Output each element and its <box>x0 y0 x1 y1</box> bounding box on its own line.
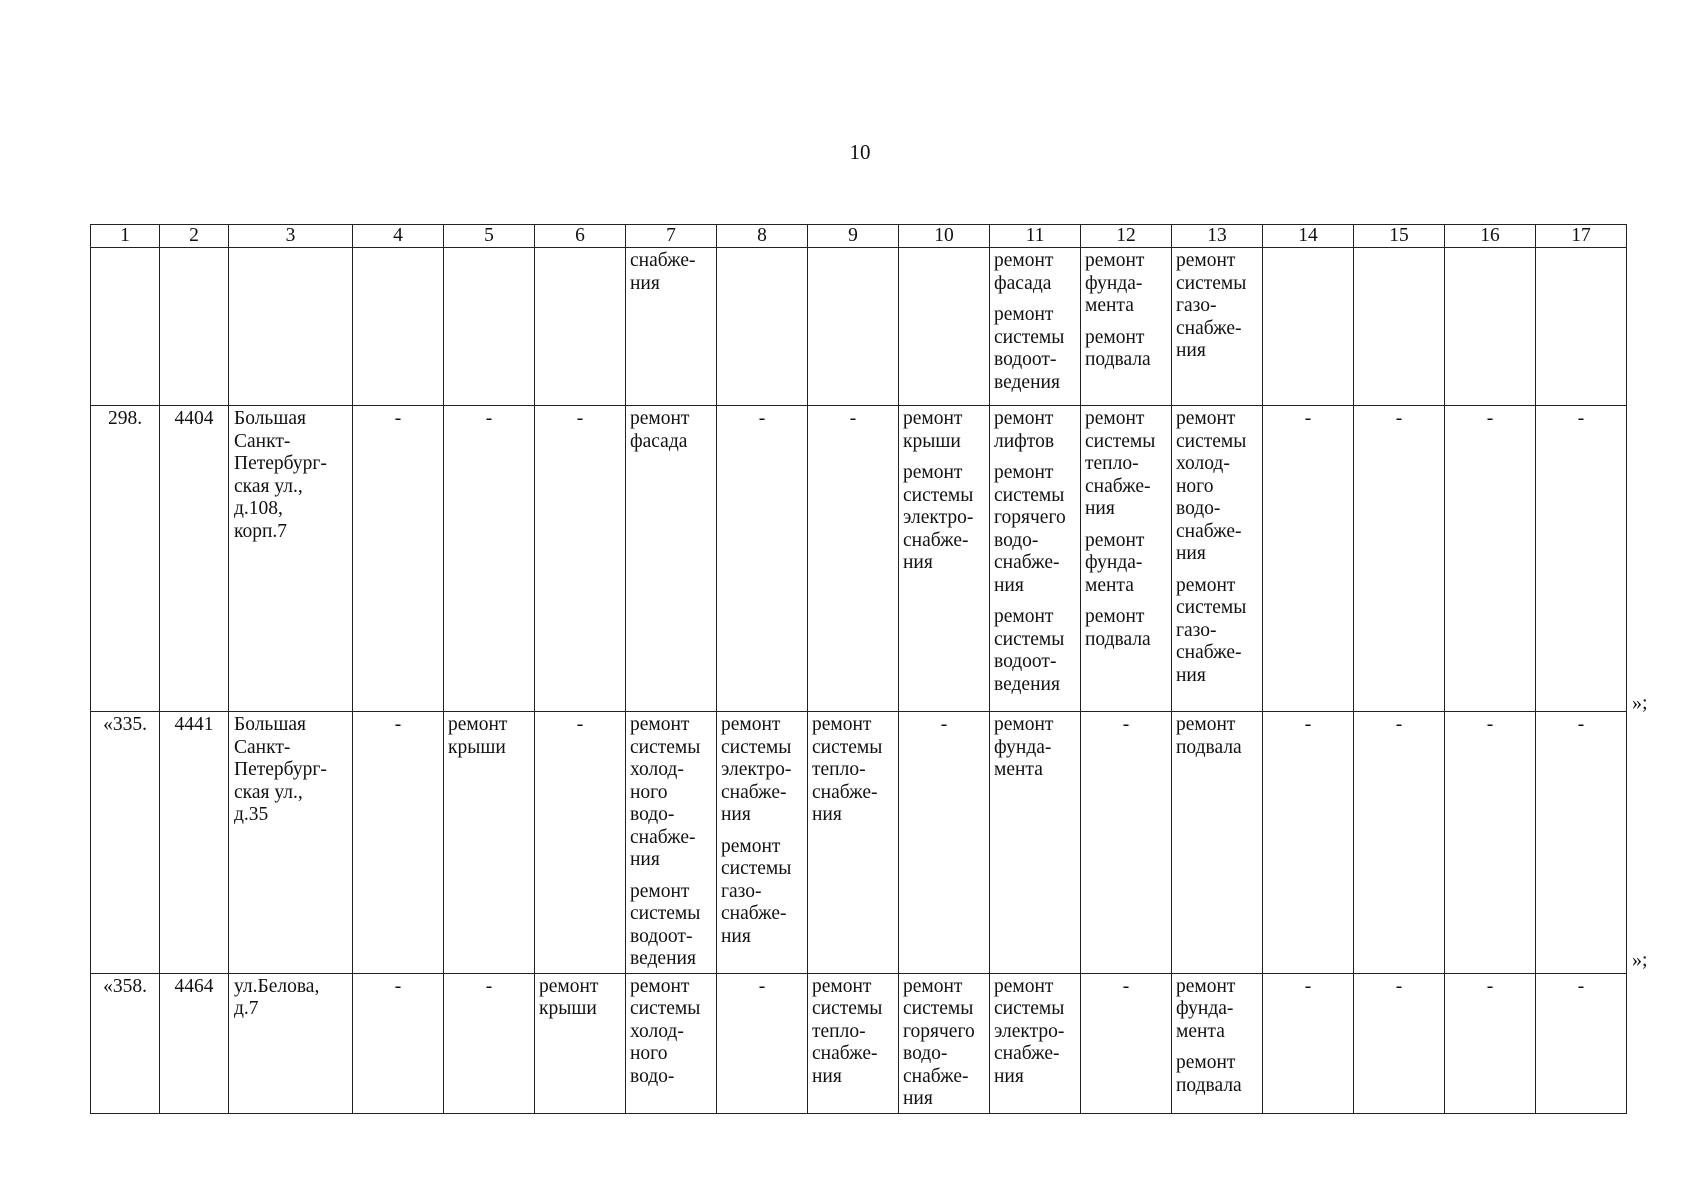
cell-entry: ремонт крыши <box>903 408 963 452</box>
column-header-10: 10 <box>899 225 990 248</box>
table-cell <box>229 712 353 974</box>
table-cell <box>1081 406 1172 712</box>
table-cell <box>1172 248 1263 406</box>
table-cell <box>229 973 353 1113</box>
table-cell <box>1172 712 1263 974</box>
cell-entry: ремонт системы тепло- снабже- ния <box>812 714 883 825</box>
empty-dash: - <box>394 408 402 429</box>
empty-dash: - <box>758 975 766 997</box>
empty-dash: - <box>394 975 402 997</box>
table-cell <box>1445 712 1536 974</box>
cell-entry: 4441 <box>174 714 214 735</box>
cell-entry: Большая Санкт- Петербург- ская ул., д.108, корп.7 <box>234 408 327 542</box>
column-header-15: 15 <box>1354 225 1445 248</box>
cell-entry: ремонт фунда- мента <box>1085 529 1145 596</box>
column-header-6: 6 <box>535 225 626 248</box>
column-header-7: 7 <box>626 225 717 248</box>
table-cell <box>1445 248 1536 406</box>
cell-entry: ремонт системы водоот- ведения <box>994 606 1065 695</box>
column-header-9: 9 <box>808 225 899 248</box>
table-cell <box>1445 406 1536 712</box>
table-cell <box>91 248 160 406</box>
empty-dash: - <box>849 408 857 429</box>
table-cell <box>535 248 626 406</box>
table-cell <box>808 248 899 406</box>
table-cell <box>1081 248 1172 406</box>
column-header-14: 14 <box>1263 225 1354 248</box>
cell-entry: ремонт системы газо- снабже- ния <box>721 835 792 947</box>
table-cell <box>353 712 444 974</box>
table-cell <box>626 973 717 1113</box>
column-header-17: 17 <box>1536 225 1627 248</box>
table-cell <box>160 406 229 712</box>
table-cell <box>1081 712 1172 974</box>
cell-entry: снабже- ния <box>630 250 696 294</box>
empty-dash: - <box>1577 408 1585 429</box>
table-cell <box>444 973 535 1113</box>
table-cell <box>1354 712 1445 974</box>
empty-dash: - <box>1486 975 1494 997</box>
table-cell <box>353 973 444 1113</box>
empty-dash: - <box>1304 408 1312 429</box>
page-number: 10 <box>849 140 871 164</box>
cell-entry: ремонт крыши <box>448 714 508 758</box>
empty-dash: - <box>576 714 584 735</box>
empty-dash: - <box>1577 975 1585 997</box>
table-row <box>91 248 1627 406</box>
cell-entry: ремонт системы тепло- снабже- ния <box>812 975 883 1087</box>
closing-quote: »; <box>1632 692 1648 714</box>
table-cell <box>229 406 353 712</box>
table-cell <box>160 248 229 406</box>
empty-dash: - <box>1395 975 1403 997</box>
table-cell <box>717 248 808 406</box>
table-cell <box>160 973 229 1113</box>
cell-entry: ремонт системы водоот- ведения <box>630 880 701 969</box>
table-cell <box>353 406 444 712</box>
column-header-4: 4 <box>353 225 444 248</box>
cell-entry: 298. <box>107 408 143 429</box>
empty-dash: - <box>1122 975 1130 997</box>
table-cell <box>91 406 160 712</box>
cell-entry: ремонт подвала <box>1176 1052 1242 1096</box>
cell-entry: ремонт системы газо- снабже- ния <box>1176 250 1247 361</box>
cell-entry: ремонт системы тепло- снабже- ния <box>1085 408 1156 519</box>
empty-dash: - <box>1395 714 1403 735</box>
empty-dash: - <box>1122 714 1130 735</box>
table-cell <box>1354 248 1445 406</box>
table-cell <box>808 973 899 1113</box>
empty-dash: - <box>940 714 948 735</box>
table-cell <box>717 712 808 974</box>
table-cell <box>1445 973 1536 1113</box>
empty-dash: - <box>758 408 766 429</box>
column-header-11: 11 <box>990 225 1081 248</box>
closing-quote: »; <box>1632 949 1648 971</box>
cell-entry: ремонт системы газо- снабже- ния <box>1176 574 1247 686</box>
cell-entry: ремонт фунда- мента <box>1085 250 1145 316</box>
table-cell <box>160 712 229 974</box>
cell-entry: ремонт системы водоот- ведения <box>994 304 1065 393</box>
cell-entry: ремонт системы электро- снабже- ния <box>994 975 1065 1087</box>
cell-entry: ул.Белова, д.7 <box>234 975 320 1019</box>
table-cell <box>626 712 717 974</box>
cell-entry: ремонт фунда- мента <box>1176 975 1236 1042</box>
cell-entry: ремонт системы холод- ного водо- снабже- ния <box>630 714 701 870</box>
table-cell <box>717 406 808 712</box>
table-cell <box>990 973 1081 1113</box>
column-header-3: 3 <box>229 225 353 248</box>
table-cell <box>1263 248 1354 406</box>
empty-dash: - <box>1395 408 1403 429</box>
table-cell <box>808 712 899 974</box>
column-header-5: 5 <box>444 225 535 248</box>
cell-entry: Большая Санкт- Петербург- ская ул., д.35 <box>234 714 327 825</box>
table-cell <box>1172 406 1263 712</box>
column-header-16: 16 <box>1445 225 1536 248</box>
table-cell <box>229 248 353 406</box>
table-body <box>91 248 1627 1114</box>
cell-entry: ремонт фасада <box>994 250 1054 294</box>
column-header-8: 8 <box>717 225 808 248</box>
column-number-header-row <box>91 225 1627 248</box>
table-cell <box>1172 973 1263 1113</box>
table-cell <box>1536 248 1627 406</box>
table-cell <box>899 712 990 974</box>
empty-dash: - <box>1304 714 1312 735</box>
table-row <box>91 712 1627 974</box>
table-row <box>91 973 1627 1113</box>
column-header-13: 13 <box>1172 225 1263 248</box>
table-cell <box>353 248 444 406</box>
table-cell <box>1354 406 1445 712</box>
table-cell <box>808 406 899 712</box>
table-cell <box>990 712 1081 974</box>
cell-entry: ремонт подвала <box>1085 326 1151 370</box>
cell-entry: ремонт системы электро- снабже- ния <box>903 462 974 573</box>
empty-dash: - <box>576 408 584 429</box>
table-cell <box>990 248 1081 406</box>
column-header-12: 12 <box>1081 225 1172 248</box>
cell-entry: ремонт системы горячего водо- снабже- ния <box>994 462 1066 596</box>
cell-entry: ремонт крыши <box>539 975 599 1019</box>
table-cell <box>444 248 535 406</box>
cell-entry: ремонт системы холод- ного водо- снабже- ния <box>1176 408 1247 564</box>
table-cell <box>1536 712 1627 974</box>
table-cell <box>1263 406 1354 712</box>
table-cell <box>899 406 990 712</box>
table-cell <box>899 248 990 406</box>
cell-entry: ремонт лифтов <box>994 408 1055 452</box>
table-cell <box>1081 973 1172 1113</box>
empty-dash: - <box>1486 408 1494 429</box>
table-cell <box>444 712 535 974</box>
table-row <box>91 406 1627 712</box>
table-cell <box>1263 973 1354 1113</box>
table-cell <box>91 712 160 974</box>
table-cell <box>1536 973 1627 1113</box>
table-cell <box>1263 712 1354 974</box>
empty-dash: - <box>1577 714 1585 735</box>
table-cell <box>535 712 626 974</box>
column-header-1: 1 <box>91 225 160 248</box>
table-cell <box>990 406 1081 712</box>
table-cell <box>535 973 626 1113</box>
cell-entry: ремонт системы горячего водо- снабже- ния <box>903 975 975 1109</box>
table-cell <box>626 406 717 712</box>
empty-dash: - <box>485 408 493 429</box>
cell-entry: ремонт системы электро- снабже- ния <box>721 714 792 825</box>
empty-dash: - <box>485 975 493 997</box>
cell-entry: 4404 <box>174 408 214 429</box>
repair-schedule-table <box>90 224 1627 1114</box>
table-cell <box>444 406 535 712</box>
table-cell <box>626 248 717 406</box>
cell-entry: ремонт фасада <box>630 408 690 452</box>
cell-entry: «335. <box>103 714 147 735</box>
empty-dash: - <box>394 714 402 735</box>
table-cell <box>535 406 626 712</box>
cell-entry: 4464 <box>174 975 214 997</box>
cell-entry: ремонт подвала <box>1085 606 1151 650</box>
empty-dash: - <box>1486 714 1494 735</box>
cell-entry: ремонт фунда- мента <box>994 714 1054 780</box>
column-header-2: 2 <box>160 225 229 248</box>
table-cell <box>717 973 808 1113</box>
cell-entry: ремонт системы холод- ного водо- <box>630 975 701 1087</box>
table-cell <box>899 973 990 1113</box>
empty-dash: - <box>1304 975 1312 997</box>
cell-entry: ремонт подвала <box>1176 714 1242 758</box>
table-cell <box>1354 973 1445 1113</box>
cell-entry: «358. <box>103 975 147 997</box>
table-cell <box>91 973 160 1113</box>
table-cell <box>1536 406 1627 712</box>
